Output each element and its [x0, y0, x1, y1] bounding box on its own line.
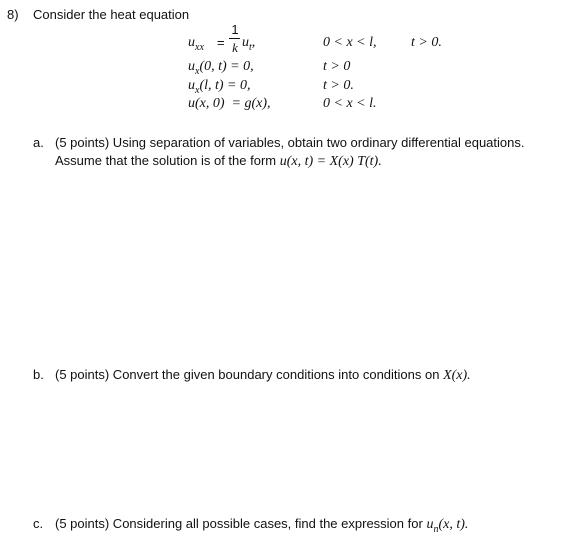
boundary-condition-left: $u_x(0$, t) = 0, [188, 59, 254, 77]
boundary-condition-right: $u_x(l$, t) = 0, [188, 78, 251, 96]
part-a-line2-text: Assume that the solution is of the form [55, 153, 277, 168]
part-c-math: $u_n(x$, t). [426, 517, 469, 535]
part-b-math: X(x). [443, 368, 471, 383]
pde-rhs: $u_t$, [242, 35, 256, 53]
bc1-domain: t > 0 [323, 59, 351, 74]
bc2-domain: t > 0. [323, 78, 354, 93]
part-b-line [55, 367, 471, 384]
pde-lhs: $u_{xx}$ [188, 35, 204, 53]
part-a-label: a. [33, 135, 44, 150]
part-b-text: (5 points) Convert the given boundary conditions into conditions on [55, 367, 440, 382]
ic-domain: 0 < x < l. [323, 96, 377, 111]
part-c-text: (5 points) Considering all possible cases, find the expression for [55, 516, 423, 531]
problem-intro: Consider the heat equation [33, 7, 190, 22]
pde-domain-t: t > 0. [411, 35, 442, 50]
part-a-line2-math: u(x, t) = X(x) T(t). [279, 154, 382, 169]
part-a-line2 [55, 153, 382, 170]
pde-domain-x: 0 < x < l, [323, 35, 377, 50]
part-c-label: c. [33, 516, 44, 531]
initial-condition: u(x, 0) = g(x), [188, 96, 271, 111]
part-b-label: b. [33, 367, 44, 382]
part-c-line [55, 516, 468, 535]
problem-number: 8) [7, 7, 19, 22]
pde-equals: = [217, 35, 225, 50]
pde-fraction-numerator: 1 [231, 22, 239, 37]
part-a-line1: (5 points) Using separation of variables, obtain two ordinary differential equations. [55, 135, 525, 150]
pde-fraction-bar [229, 38, 240, 39]
pde-fraction-denominator: k [232, 40, 238, 55]
